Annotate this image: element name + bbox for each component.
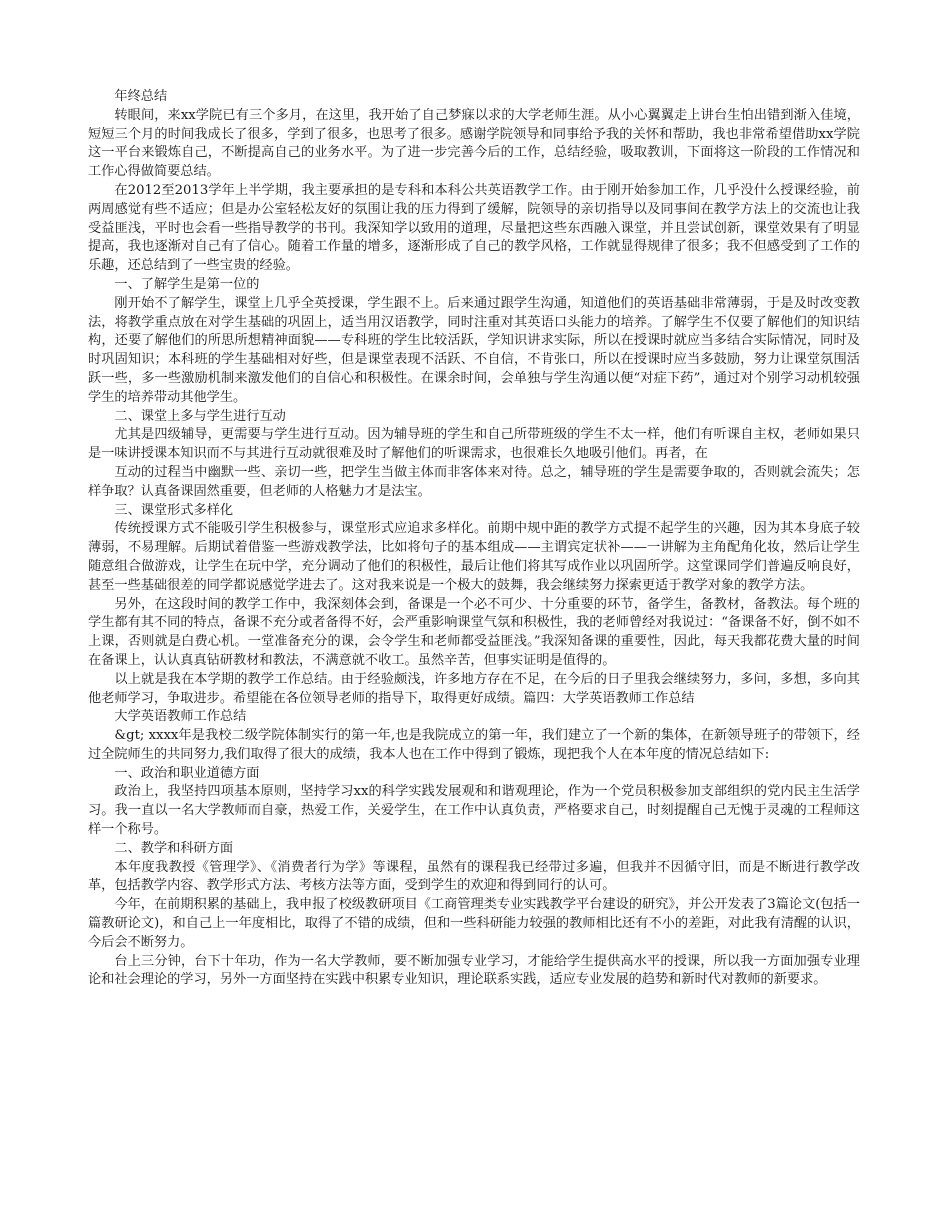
paragraph: 另外，在这段时间的教学工作中，我深刻体会到，备课是一个必不可少、十分重要的环节，备学生，备教材，备教法。每个班的学生都有其不同的特点，备课不充分或者备得不好，会严重影响课堂气氛和积极性，我的老师曾经对我说过：“备课备不好，倒不如不上课，否则就是白费心机。一堂准备充分的课，会令学生和老师都受益匪浅。”我深知备课的重要性，因此，每天我都花费大量的时间在备课上，认认真真钻研教材和教法，不满意就不收工。虽然辛苦，但事实证明是值得的。 [88, 596, 860, 668]
paragraph: 尤其是四级辅导，更需要与学生进行互动。因为辅导班的学生和自己所带班级的学生不太一样，他们有听课自主权，老师如果只是一味讲授课本知识而不与其进行互动就很难及时了解他们的听课需求，也很难长久地吸引他们。再者，在 [88, 427, 860, 462]
paragraph: 刚开始不了解学生，课堂上几乎全英授课，学生跟不上。后来通过跟学生沟通，知道他们的英语基础非常薄弱，于是及时改变教法，将教学重点放在对学生基础的巩固上，适当用汉语教学，同时注重对其英语口头能力的培养。了解学生不仅要了解他们的知识结构，还要了解他们的所思所想精神面貌——专科班的学生比较活跃，学知识讲求实际，所以在授课时就应当多结合实际情况，同时及时巩固知识；本科班的学生基础相对好些，但是课堂表现不活跃、不自信，不肯张口，所以在授课时应当多鼓励，努力让课堂氛围活跃一些，多一些激励机制来激发他们的自信心和积极性。在课余时间，会单独与学生沟通以便“对症下药”，通过对个别学习动机较强学生的培养带动其他学生。 [88, 295, 860, 405]
section-heading: 一、了解学生是第一位的 [114, 276, 260, 292]
document-subtitle: 大学英语教师工作总结 [114, 709, 247, 725]
paragraph: 政治上，我坚持四项基本原则，坚持学习xx的科学实践发展观和和谐观理论，作为一个党员积极参加支部组织的党内民主生活学习。我一直以一名大学教师而自豪，热爱工作，关爱学生，在工作中认真负责，严格要求自己，时刻提醒自己无愧于灵魂的工程师这样一个称号。 [88, 784, 860, 838]
paragraph: &gt; xxxx年是我校二级学院体制实行的第一年,也是我院成立的第一年，我们建立了一个新的集体，在新领导班子的带领下，经过全院师生的共同努力,我们取得了很大的成绩，我本人也在工作中得到了锻炼，现把我个人在本年度的情况总结如下: [88, 728, 860, 762]
paragraph: 转眼间，来xx学院已有三个多月，在这里，我开始了自己梦寐以求的大学老师生涯。从小心翼翼走上讲台生怕出错到渐入佳境，短短三个月的时间我成长了很多，学到了很多，也思考了很多。感谢学院领导和同事给予我的关怀和帮助，我也非常希望借助xx学院这一平台来锻炼自己，不断提高自己的业务水平。为了进一步完善今后的工作，总结经验，吸取教训，下面将这一阶段的工作情况和工作心得做简要总结。 [88, 107, 860, 180]
document-body [88, 88, 860, 990]
paragraph: 本年度我教授《管理学》、《消费者行为学》等课程，虽然有的课程我已经带过多遍，但我并不因循守旧，而是不断进行教学改革，包括教学内容、教学形式方法、考核方法等方面，受到学生的欢迎和得到同行的认可。 [88, 859, 860, 894]
paragraph: 台上三分钟，台下十年功，作为一名大学教师，要不断加强专业学习，才能给学生提供高水平的授课，所以我一方面加强专业理论和社会理论的学习，另外一方面坚持在实践中积累专业知识，理论联系实践，适应专业发展的趋势和新时代对教师的新要求。 [88, 953, 860, 988]
section-heading: 三、课堂形式多样化 [114, 502, 234, 518]
paragraph: 在2012至2013学年上半学期，我主要承担的是专科和本科公共英语教学工作。由于刚开始参加工作，几乎没什么授课经验，前两周感觉有些不适应；但是办公室轻松友好的氛围让我的压力得到了缓解，院领导的亲切指导以及同事间在教学方法上的交流也让我受益匪浅，平时也会看一些指导教学的书刊。我深知学以致用的道理，尽量把这些东西融入课堂，并且尝试创新，课堂效果有了明显提高，我也逐渐对自己有了信心。随着工作量的增多，逐渐形成了自己的教学风格，工作就显得规律了很多；我不但感受到了工作的乐趣，还总结到了一些宝贵的经验。 [88, 182, 860, 274]
document-title: 年终总结 [114, 89, 168, 104]
paragraph: 今年，在前期积累的基础上，我申报了校级教研项目《工商管理类专业实践教学平台建设的研究》，并公开发表了3篇论文(包括一篇教研论文)，和自己上一年度相比，取得了不错的成绩，但和一些科研能力较强的教师相比还有不小的差距，对此我有清醒的认识，今后会不断努力。 [88, 897, 860, 950]
paragraph: 传统授课方式不能吸引学生积极参与，课堂形式应追求多样化。前期中规中距的教学方式提不起学生的兴趣，因为其本身底子较薄弱，不易理解。后期试着借鉴一些游戏教学法，比如将句子的基本组成——主谓宾定状补——一讲解为主角配角化妆，然后让学生随意组合做游戏，让学生在玩中学，充分调动了他们的积极性，最后让他们将其写成作业以巩固所学。这堂课同学们普遍反响良好，甚至一些基础很差的同学都说感觉学进去了。这对我来说是一个极大的鼓舞，我会继续努力探索更适于教学对象的教学方法。 [88, 521, 860, 593]
paragraph: 互动的过程当中幽默一些、亲切一些，把学生当做主体而非客体来对待。总之，辅导班的学生是需要争取的，否则就会流失；怎样争取？认真备课固然重要，但老师的人格魅力才是法宝。 [88, 464, 860, 499]
section-heading: 一、政治和职业道德方面 [114, 765, 260, 781]
section-heading: 二、教学和科研方面 [114, 840, 234, 856]
paragraph: 以上就是我在本学期的教学工作总结。由于经验颇浅，许多地方存在不足，在今后的日子里我会继续努力，多问，多想，多向其他老师学习，争取进步。希望能在各位领导老师的指导下，取得更好成绩。篇四：大学英语教师工作总结 [88, 671, 860, 706]
section-heading: 二、课堂上多与学生进行互动 [114, 408, 286, 424]
